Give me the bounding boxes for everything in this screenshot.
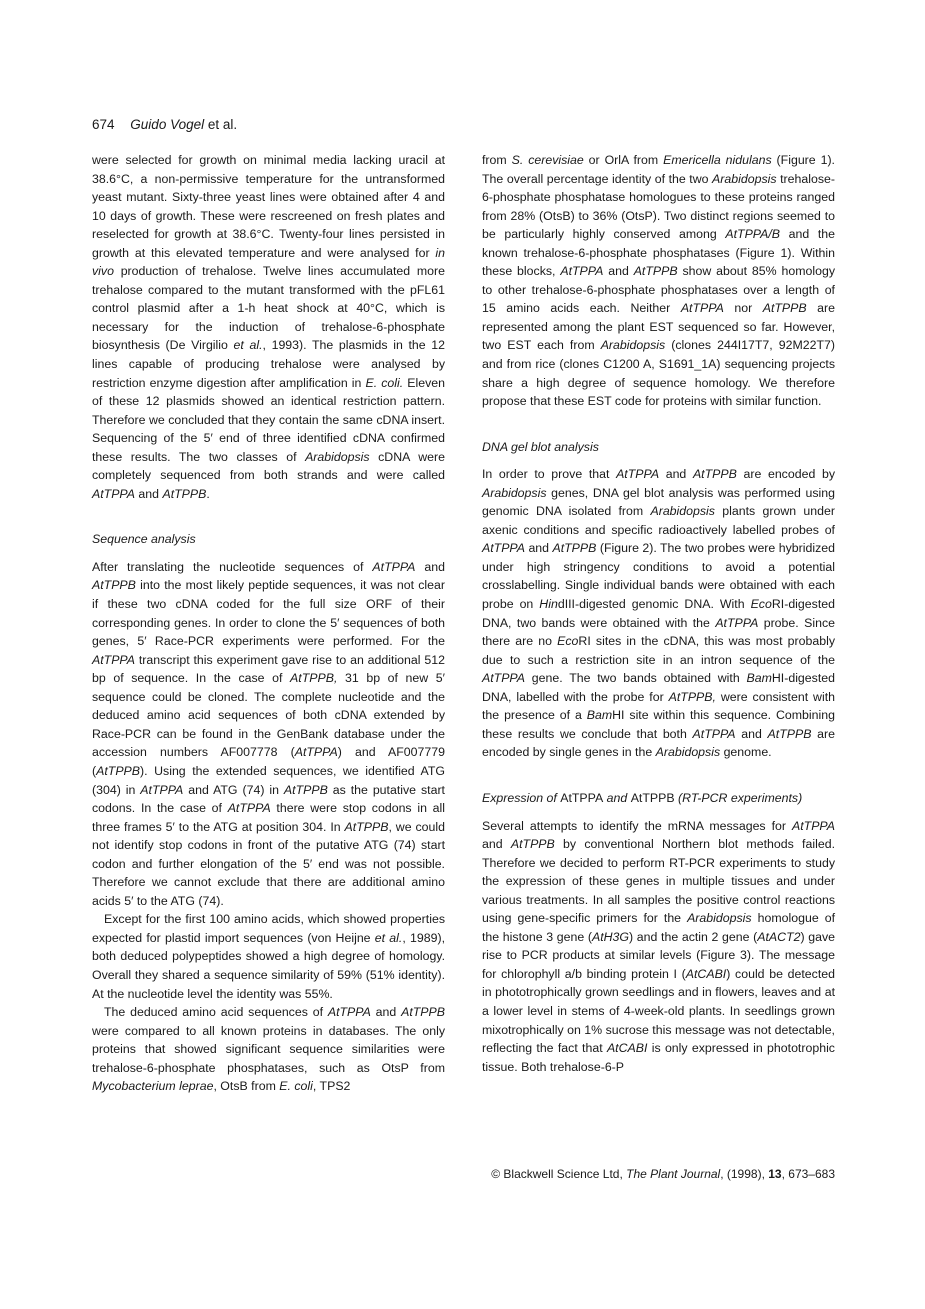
et-al: et al. — [204, 117, 238, 132]
section-heading-sequence-analysis: Sequence analysis — [92, 532, 196, 547]
section-heading-dna-gel-blot: DNA gel blot analysis — [482, 439, 599, 454]
paragraph: from S. cerevisiae or OrlA from Emericella nidulans (Figure 1). The overall percentage identity of the two Arabidopsis trehalose-6-phosphate phosphatase homologues to these proteins ranged from 28% (OtsB) to 36% (OtsP). Two distinct regions seemed to be particularly highly conserved among AtTPPA/B and the known trehalose-6-phosphate phosphatases (Figure 1). Within these blocks, AtTPPA and AtTPPB show about 85% homology to other trehalose-6-phosphate phosphatases over a length of 15 amino acids each. Neither AtTPPA nor AtTPPB are represented among the plant EST sequenced so far. However, two EST each from Arabidopsis (clones 244I17T7, 92M22T7) and from rice (clones C1200 A, S1691_1A) sequencing projects share a high degree of sequence homology. We therefore propose that these EST code for proteins with similar function. — [482, 153, 835, 409]
page-number: 674 — [92, 117, 115, 132]
running-head — [92, 116, 237, 134]
right-column — [482, 151, 835, 1076]
paragraph: Several attempts to identify the mRNA messages for AtTPPA and AtTPPB by conventional Northern blot methods failed. Therefore we decided to perform RT-PCR experiments to study the expression of these genes in multiple tissues and under various treatments. In all samples the positive control reactions using gene-specific primers for the Arabidopsis homologue of the histone 3 gene (AtH3G) and the actin 2 gene (AtACT2) gave rise to PCR products at similar levels (Figure 3). The message for chlorophyll a/b binding protein I (AtCABI) could be detected in phototrophically grown seedlings and in flowers, leaves and at a lower level in stems of 4-week-old plants. In seedlings grown mixotrophically on 1% sucrose this message was not detectable, reflecting the fact that AtCABI is only expressed in phototrophic tissue. Both trehalose-6-P — [482, 818, 836, 1074]
paragraph: were selected for growth on minimal media lacking uracil at 38.6°C, a non-permissive temperature for the untransformed yeast mutant. Sixty-three yeast lines were obtained after 4 and 10 days of growth. These were rescreened on fresh plates and reselected for growth at 38.6°C. Twenty-four lines persisted in growth at this elevated temperature and were analysed for in vivo production of trehalose. Twelve lines accumulated more trehalose compared to the mutant transformed with the pFL61 control plasmid after a 1-h heat shock at 40°C, which is necessary for the induction of trehalose-6-phosphate biosynthesis (De Virgilio et al., 1993). The plasmids in the 12 lines capable of producing trehalose were analysed by restriction enzyme digestion after amplification in E. coli. Eleven of these 12 plasmids showed an identical restriction pattern. Therefore we concluded that they contain the same cDNA insert. Sequencing of the 5′ end of three identified cDNA confirmed these results. The two classes of Arabidopsis cDNA were completely sequenced from both strands and were called AtTPPA and AtTPPB. — [92, 153, 445, 501]
left-column — [92, 151, 445, 1096]
paragraph: The deduced amino acid sequences of AtTPPA and AtTPPB were compared to all known proteins in databases. The only proteins that showed significant sequence similarities were trehalose-6-phosphate phosphatases, such as OtsP from Mycobacterium leprae, OtsB from E. coli, TPS2 — [92, 1005, 445, 1094]
paragraph: Except for the first 100 amino acids, which showed properties expected for plastid import sequences (von Heijne et al., 1989), both deduced polypeptides showed a high degree of homology. Overall they shared a sequence similarity of 59% (51% identity). At the nucleotide level the identity was 55%. — [92, 912, 445, 1001]
copyright-footer: © Blackwell Science Ltd, The Plant Journal, (1998), 13, 673–683 — [491, 1167, 835, 1181]
paragraph: After translating the nucleotide sequences of AtTPPA and AtTPPB into the most likely peptide sequences, it was not clear if these two cDNA coded for the full size ORF of their corresponding genes. In order to clone the 5′ sequences of both genes, 5′ Race-PCR experiments were performed. For the AtTPPA transcript this experiment gave rise to an additional 512 bp of sequence. In the case of AtTPPB, 31 bp of new 5′ sequence could be cloned. The complete nucleotide and the deduced amino acid sequences of both cDNA extended by Race-PCR can be found in the GenBank database under the accession numbers AF007778 (AtTPPA) and AF007779 (AtTPPB). Using the extended sequences, we identified ATG (304) in AtTPPA and ATG (74) in AtTPPB as the putative start codons. In the case of AtTPPA there were stop codons in all three frames 5′ to the ATG at position 304. In AtTPPB, we could not identify stop codons in front of the putative ATG (74) start codon and further elongation of the 5′ end was not possible. Therefore we cannot exclude that there are additional amino acids 5′ to the ATG (74). — [92, 559, 446, 908]
paragraph: In order to prove that AtTPPA and AtTPPB are encoded by Arabidopsis genes, DNA gel blot analysis was performed using genomic DNA isolated from Arabidopsis plants grown under axenic conditions and specific radioactively labelled probes of AtTPPA and AtTPPB (Figure 2). The two probes were hybridized under high stringency conditions to avoid a potential crosslabelling. Single individual bands were obtained with each probe on HindIII-digested genomic DNA. With EcoRI-digested DNA, two bands were obtained with the AtTPPA probe. Since there are no EcoRI sites in the cDNA, this was most probably due to such a restriction site in an intron sequence of the AtTPPA gene. The two bands obtained with BamHI-digested DNA, labelled with the probe for AtTPPB, were consistent with the presence of a BamHI site within this sequence. Combining these results we conclude that both AtTPPA and AtTPPB are encoded by single genes in the Arabidopsis genome. — [482, 467, 835, 760]
section-heading-expression: Expression of AtTPPA and AtTPPB (RT-PCR experiments) — [482, 790, 803, 805]
author-name: Guido Vogel — [130, 117, 205, 132]
